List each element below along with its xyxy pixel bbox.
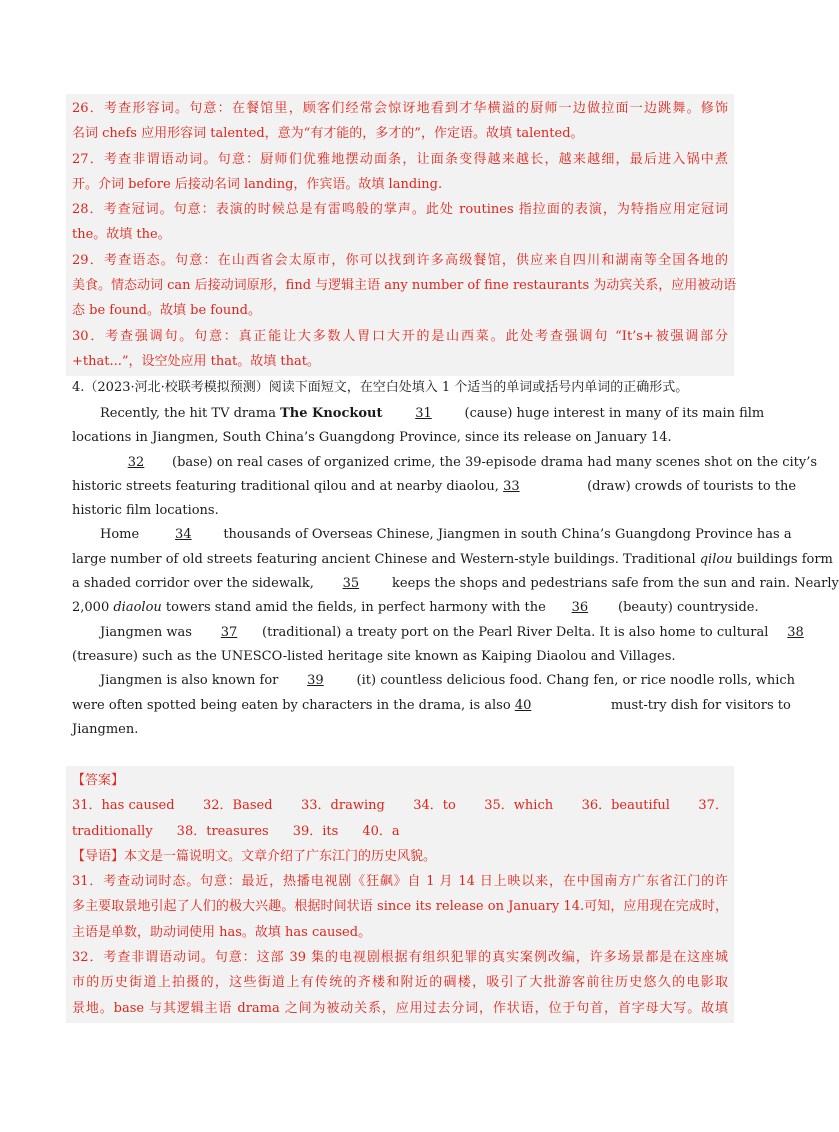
answer-item: 34．to: [413, 798, 456, 814]
explanation-line: the。故填 the。: [72, 227, 171, 243]
answer-block-bottom: [66, 766, 734, 1023]
explanation-line: 景地。base 与其逻辑主语 drama 之间为被动关系，应用过去分词，作状语，位于句首，首字母大写。故填: [72, 1000, 728, 1016]
passage-line: Jiangmen.: [72, 721, 139, 737]
blank-36[interactable]: 36: [571, 600, 589, 616]
passage-text: Home: [100, 527, 140, 543]
passage-text: a shaded corridor over the sidewalk,: [72, 576, 314, 592]
answer-item: 39．its: [292, 823, 339, 839]
passage-text: were often spotted being eaten by characters in the drama, is also: [72, 697, 515, 713]
explanation-line: 26．考查形容词。句意：在餐馆里，顾客们经常会惊讶地看到才华横溢的厨师一边做拉面一边跳舞。修饰: [72, 101, 728, 116]
answer-item: traditionally: [72, 823, 153, 839]
passage-line: (treasure) such as the UNESCO-listed heritage site known as Kaiping Diaolou and Villages.: [72, 648, 676, 664]
passage-text: large number of old streets featuring ancient Chinese and Western-style buildings. Traditional: [72, 551, 700, 567]
passage-text: Jiangmen is also known for: [100, 673, 279, 689]
passage-text: historic streets featuring traditional qilou and at nearby diaolou,: [72, 478, 499, 494]
explanation-line: 市的历史街道上拍摄的，这些街道上有传统的齐楼和附近的碉楼，吸引了大批游客前往历史悠久的电影取: [72, 975, 728, 991]
passage-text: 2,000: [72, 600, 114, 616]
answer-item: 35．which: [484, 798, 554, 814]
explanation-line: 30．考查强调句。句意：真正能让大多数人胃口大开的是山西菜。此处考查强调句 “It’s+被强调部分: [72, 328, 728, 344]
explanation-line: 28．考查冠词。句意：表演的时候总是有雷鸣般的掌声。此处 routines 指拉面的表演，为特指应用定冠词: [72, 202, 728, 218]
guide-text: 【导语】本文是一篇说明文。文章介绍了广东江门的历史风貌。: [72, 848, 437, 864]
explanation-line: 主语是单数，助动词使用 has。故填 has caused。: [72, 924, 372, 940]
passage-text: (cause) huge interest in many of its main film: [464, 406, 765, 421]
answer-item: 37．: [698, 798, 728, 814]
explanation-line: 美食。情态动词 can 后接动词原形，find 与逻辑主语 any number of fine restaurants 为动宾关系，应用被动语: [72, 278, 737, 294]
passage-text: Recently, the hit TV drama: [100, 406, 281, 421]
answers-row: [72, 793, 728, 818]
answer-item: 32．Based: [203, 798, 273, 814]
passage-text: Jiangmen was: [100, 624, 197, 640]
explanation-line: 态 be found。故填 be found。: [72, 303, 261, 319]
blank-38[interactable]: 38: [787, 624, 804, 640]
blank-40[interactable]: 40: [514, 697, 532, 713]
passage-line: locations in Jiangmen, South China’s Guangdong Province, since its release on January 14.: [72, 430, 672, 446]
passage-italic-word: diaolou: [113, 600, 162, 616]
passage-text: towers stand amid the fields, in perfect harmony with the: [161, 600, 546, 616]
explanation-line: 29．考查语态。句意：在山西省会太原市，你可以找到许多高级餐馆，供应来自四川和湖南等全国各地的: [72, 252, 728, 268]
passage-line: [72, 669, 796, 693]
passage-text: must-try dish for visitors to: [610, 697, 791, 713]
blank-34[interactable]: 34: [175, 527, 192, 543]
passage-line: [72, 596, 759, 620]
passage-line: [72, 572, 839, 596]
passage: [72, 402, 839, 742]
answer-item: 38．treasures: [176, 823, 269, 839]
passage-line: [72, 621, 804, 645]
blank-33[interactable]: 33: [503, 478, 520, 494]
explanation-line: 32．考查非谓语动词。句意：这部 39 集的电视剧根据有组织犯罪的真实案例改编，许多场景都是在这座城: [72, 950, 728, 966]
blank-37[interactable]: 37: [220, 624, 238, 640]
explanation-block-top: [66, 94, 737, 376]
passage-text: (it) countless delicious food. Chang fen, or rice noodle rolls, which: [352, 673, 796, 689]
explanation-line: 27．考查非谓语动词。句意：厨师们优雅地摆动面条，让面条变得越来越长，越来越细，最后进入锅中煮: [72, 151, 728, 167]
explanation-line: 多主要取景地引起了人们的极大兴趣。根据时间状语 since its release on January 14.可知，应用现在完成时，: [72, 899, 728, 915]
question-header: 4.（2023·河北·校联考模拟预测）阅读下面短文，在空白处填入 1 个适当的单词或括号内单词的正确形式。: [72, 380, 689, 395]
blank-39[interactable]: 39: [307, 673, 324, 689]
passage-italic-word: qilou: [699, 551, 733, 567]
blank-35[interactable]: 35: [342, 576, 360, 592]
passage-text: (base) on real cases of organized crime, the 39-episode drama had many scenes shot on the city’s: [172, 454, 818, 470]
passage-line: [72, 523, 792, 547]
answer-item: 40．a: [362, 823, 400, 839]
answer-item: 31．has caused: [72, 798, 175, 814]
answer-label: 【答案】: [72, 773, 125, 788]
passage-text: (draw) crowds of tourists to the: [587, 478, 797, 494]
passage-text: buildings form: [732, 551, 833, 567]
passage-text: (traditional) a treaty port on the Pearl River Delta. It is also home to cultural: [262, 624, 773, 640]
answers-row: [72, 819, 728, 844]
blank-32[interactable]: 32: [127, 454, 145, 470]
blank-31[interactable]: 31: [415, 406, 432, 421]
drama-title: The Knockout: [280, 406, 383, 421]
passage-line: [72, 402, 765, 426]
answer-item: 33．drawing: [300, 798, 385, 814]
explanation-line: 名词 chefs 应用形容词 talented，意为“有才能的，多才的”，作定语。故填 talented。: [72, 126, 584, 142]
passage-text: thousands of Overseas Chinese, Jiangmen in south China’s Guangdong Province has a: [223, 527, 792, 543]
passage-line: [72, 694, 791, 718]
explanation-line: +that...”，设空处应用 that。故填 that。: [72, 353, 320, 369]
passage-text: keeps the shops and pedestrians safe from the sun and rain. Nearly: [387, 576, 839, 592]
explanation-line: 开。介词 before 后接动名词 landing，作宾语。故填 landing.: [72, 176, 443, 192]
explanation-line: 31．考查动词时态。句意：最近，热播电视剧《狂飙》自 1 月 14 日上映以来，在中国南方广东省江门的许: [72, 874, 728, 890]
passage-line: [72, 475, 797, 499]
passage-line: [72, 548, 833, 572]
passage-text: (beauty) countryside.: [613, 600, 759, 616]
answer-item: 36．beautiful: [581, 798, 670, 814]
passage-line: [72, 451, 818, 475]
passage-line: historic film locations.: [72, 503, 219, 519]
